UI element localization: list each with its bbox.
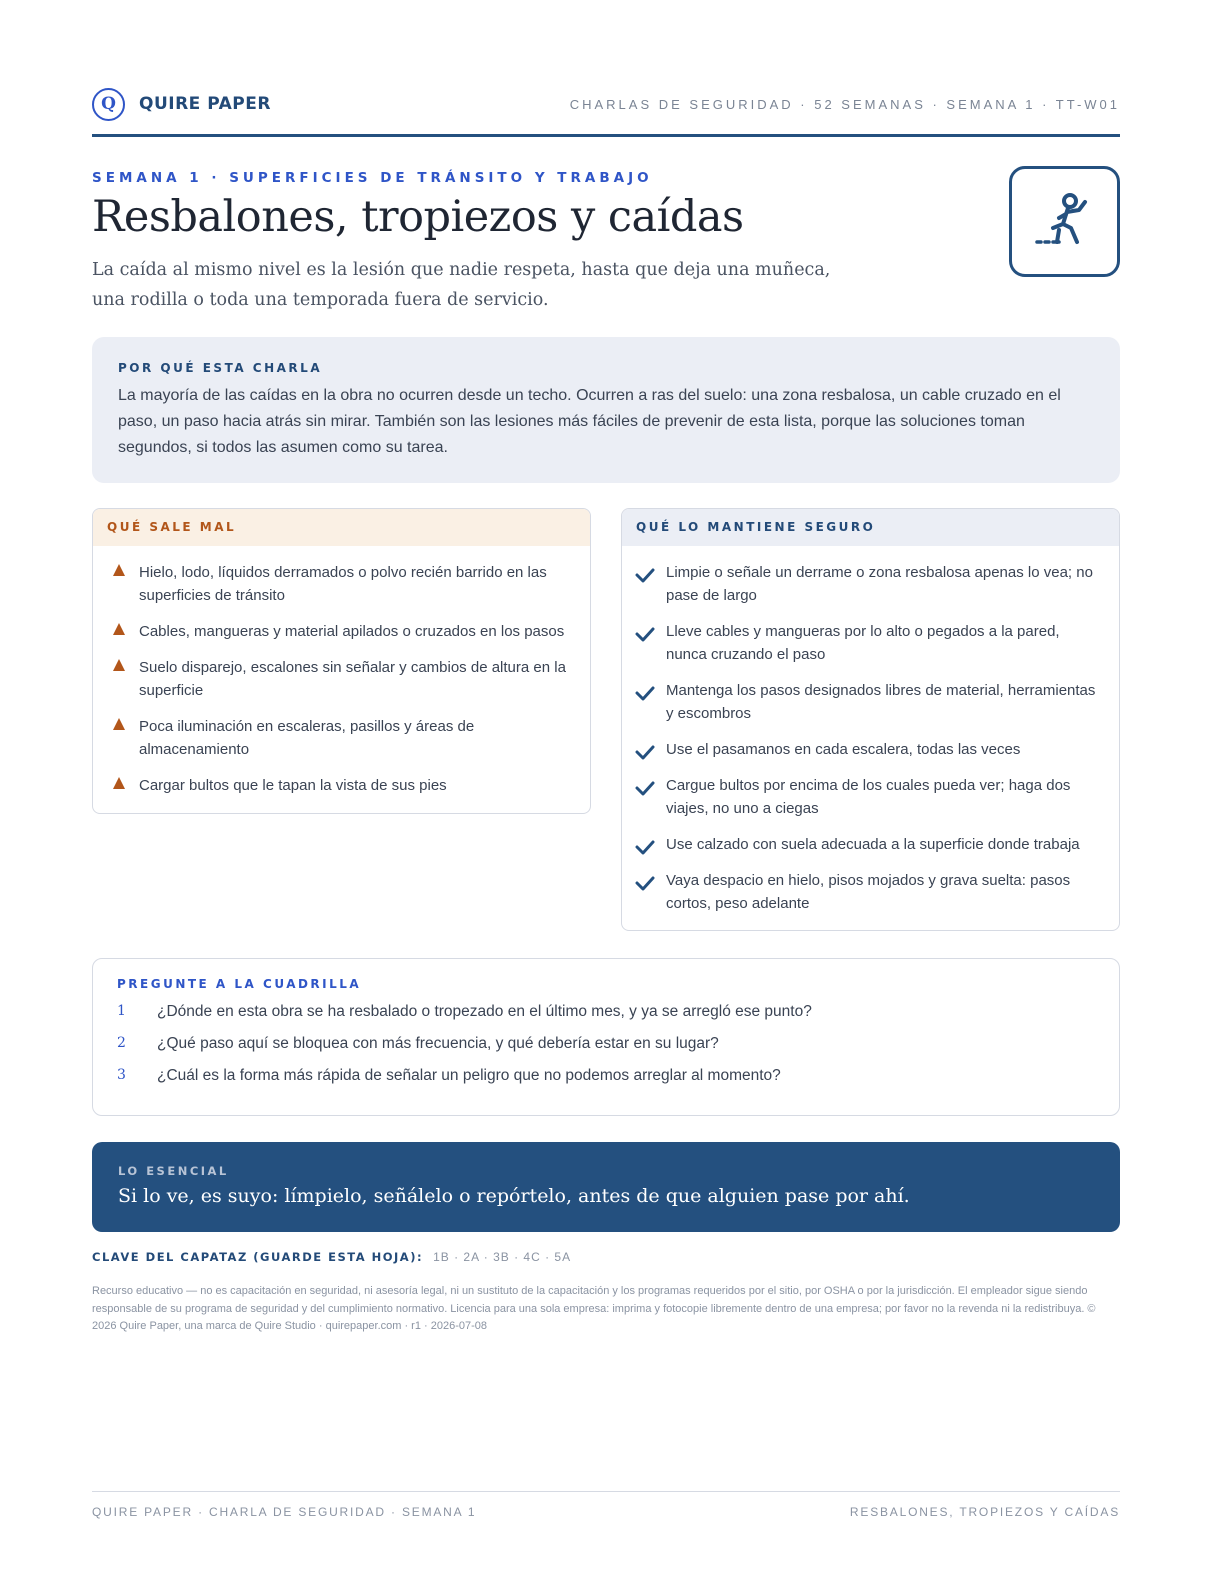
safe-text: Cargue bultos por encima de los cuales pueda ver; haga dos viajes, no uno a ciegas [666, 777, 1071, 817]
keeps-safe-panel [621, 508, 1120, 931]
kicker: SEMANA 1 · SUPERFICIES DE TRÁNSITO Y TRABAJO [92, 170, 653, 186]
safe-item [642, 738, 1099, 761]
footer-left: QUIRE PAPER · CHARLA DE SEGURIDAD · SEMANA 1 [92, 1505, 477, 1519]
ask-the-crew-section [92, 958, 1120, 1116]
question-text: ¿Cuál es la forma más rápida de señalar un peligro que no podemos arreglar al momento? [157, 1067, 781, 1084]
series-label: CHARLAS DE SEGURIDAD · 52 SEMANAS · SEMANA 1 · TT-W01 [569, 96, 1120, 112]
keeps-safe-label: QUÉ LO MANTIENE SEGURO [636, 520, 876, 534]
safe-text: Use calzado con suela adecuada a la superficie donde trabaja [666, 836, 1080, 853]
answer-key-value: 1B · 2A · 3B · 4C · 5A [433, 1250, 572, 1264]
warning-triangle-icon [113, 659, 125, 671]
foreman-answer-key [92, 1250, 571, 1264]
key-takeaway-label: LO ESENCIAL [118, 1164, 229, 1178]
safe-text: Limpie o señale un derrame o zona resbalosa apenas lo vea; no pase de largo [666, 564, 1093, 604]
question-item [117, 1000, 1095, 1023]
question-text: ¿Dónde en esta obra se ha resbalado o tropezado en el último mes, y ya se arregló ese punto? [157, 1003, 812, 1020]
safe-item [642, 561, 1099, 607]
key-takeaway-box [92, 1142, 1120, 1232]
safety-talk-page [92, 0, 1120, 1584]
checkmark-icon [634, 780, 656, 796]
disclaimer: Recurso educativo — no es capacitación en seguridad, ni asesoría legal, ni un sustituto de la capacitación y los programas requeridos por el sitio, por OSHA o por la jurisdicción. El empleador sigue siendo responsable de su programa de seguridad y del cumplimiento normativo. Licencia para una sola empresa: imprima y fotocopie libremente dentro de una empresa; por favor no la revenda ni la redistribuya. © 2026 Quire Paper, una marca de Quire Studio · quirepaper.com · r1 · 2026-07-08 [92, 1285, 1096, 1332]
checkmark-icon [634, 839, 656, 855]
hazard-text: Poca iluminación en escaleras, pasillos y áreas de almacenamiento [139, 718, 475, 758]
hazard-text: Suelo disparejo, escalones sin señalar y cambios de altura en la superficie [139, 659, 566, 699]
footer-right: RESBALONES, TROPIEZOS Y CAÍDAS [849, 1505, 1120, 1519]
hazard-list [93, 546, 590, 797]
header [92, 86, 1120, 122]
warning-triangle-icon [113, 718, 125, 730]
checkmark-icon [634, 744, 656, 760]
safe-text: Mantenga los pasos designados libres de material, herramientas y escombros [666, 682, 1096, 722]
what-goes-wrong-panel [92, 508, 591, 814]
brand-name: QUIRE PAPER [139, 94, 271, 114]
slip-fall-icon [1009, 166, 1120, 277]
why-label: POR QUÉ ESTA CHARLA [118, 361, 323, 375]
hazard-item [113, 620, 570, 643]
safe-item [642, 679, 1099, 725]
hazard-text: Cargar bultos que le tapan la vista de sus pies [139, 777, 447, 794]
why-section [92, 337, 1120, 483]
question-item [117, 1032, 1095, 1055]
what-goes-wrong-header [93, 509, 590, 546]
safe-practice-list [622, 546, 1119, 915]
hazard-text: Cables, mangueras y material apilados o cruzados en los pasos [139, 623, 565, 640]
safe-item [642, 774, 1099, 820]
warning-triangle-icon [113, 564, 125, 576]
warning-triangle-icon [113, 623, 125, 635]
hazard-item [113, 656, 570, 702]
checkmark-icon [634, 626, 656, 642]
question-item [117, 1064, 1095, 1087]
safe-item [642, 869, 1099, 915]
safe-text: Vaya despacio en hielo, pisos mojados y grava suelta: pasos cortos, peso adelante [666, 872, 1071, 912]
question-number: 2 [117, 1035, 126, 1051]
hazard-text: Hielo, lodo, líquidos derramados o polvo recién barrido en las superficies de tránsito [139, 564, 547, 604]
answer-key-label: CLAVE DEL CAPATAZ (GUARDE ESTA HOJA): [92, 1250, 424, 1264]
hazard-item [113, 715, 570, 761]
question-number: 1 [117, 1003, 126, 1019]
warning-triangle-icon [113, 777, 125, 789]
ask-the-crew-label: PREGUNTE A LA CUADRILLA [117, 977, 362, 991]
what-goes-wrong-label: QUÉ SALE MAL [107, 520, 237, 534]
logo-icon: Q [92, 88, 125, 121]
checkmark-icon [634, 685, 656, 701]
safe-item [642, 620, 1099, 666]
key-takeaway-text: Si lo ve, es suyo: límpielo, señálelo o repórtelo, antes de que alguien pase por ahí. [118, 1185, 910, 1207]
safe-text: Lleve cables y mangueras por lo alto o pegados a la pared, nunca cruzando el paso [666, 623, 1060, 663]
hazard-item [113, 774, 570, 797]
keeps-safe-header [622, 509, 1119, 546]
checkmark-icon [634, 567, 656, 583]
hazard-item [113, 561, 570, 607]
question-number: 3 [117, 1067, 126, 1083]
checkmark-icon [634, 875, 656, 891]
page-title: Resbalones, tropiezos y caídas [92, 192, 744, 242]
header-divider [92, 134, 1120, 137]
safe-item [642, 833, 1099, 856]
footer-divider [92, 1491, 1120, 1492]
safe-text: Use el pasamanos en cada escalera, todas las veces [666, 741, 1021, 758]
page-subtitle: La caída al mismo nivel es la lesión que nadie respeta, hasta que deja una muñeca, una rodilla o toda una temporada fuera de servicio. [92, 260, 831, 310]
question-list [117, 1000, 1095, 1087]
brand [92, 88, 271, 121]
why-text: La mayoría de las caídas en la obra no ocurren desde un techo. Ocurren a ras del suelo: una zona resbalosa, un cable cruzado en el paso, un paso hacia atrás sin mirar. También son las lesiones más fáciles de prevenir de esta lista, porque las soluciones toman segundos, si todos las asumen como su tarea. [118, 387, 1061, 456]
question-text: ¿Qué paso aquí se bloquea con más frecuencia, y qué debería estar en su lugar? [157, 1035, 719, 1052]
